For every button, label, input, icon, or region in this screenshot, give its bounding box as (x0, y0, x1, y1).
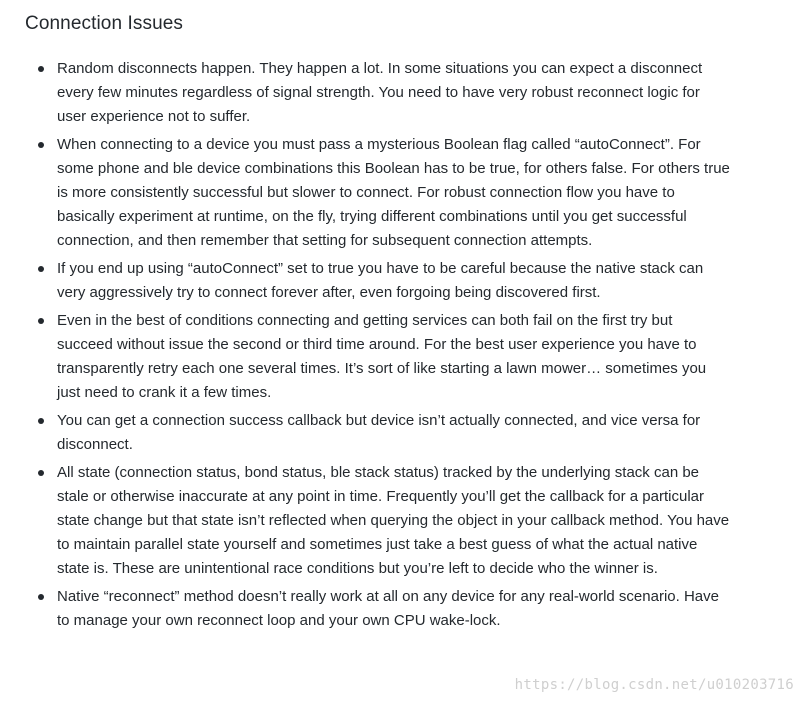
source-watermark: https://blog.csdn.net/u010203716 (514, 677, 794, 693)
list-item-text: Random disconnects happen. They happen a lot. In some situations you can expect a disconnect every few minutes regardless of signal strength. You need to have very robust reconnect logic for user experience not to suffer. (57, 60, 703, 125)
bullet-icon (38, 318, 44, 324)
list-item (25, 409, 730, 457)
list-item-text: You can get a connection success callback but device isn’t actually connected, and vice versa for disconnect. (57, 412, 701, 453)
bullet-icon (38, 470, 44, 476)
bullet-icon (38, 66, 44, 72)
section-heading: Connection Issues (25, 13, 184, 34)
list-item (25, 133, 730, 253)
issue-list (25, 57, 730, 633)
bullet-icon (38, 266, 44, 272)
list-item (25, 585, 730, 633)
bullet-icon (38, 418, 44, 424)
list-item-text: When connecting to a device you must pass a mysterious Boolean flag called “autoConnect”. For some phone and ble device combinations this Boolean has to be true, for others false. For others true is more consistently successful but slower to connect. For robust connection flow you have to basically experiment at runtime, on the fly, trying different combinations until you get successful connection, and then remember that setting for subsequent connection attempts. (57, 136, 730, 249)
list-item (25, 257, 730, 305)
list-item-text: If you end up using “autoConnect” set to true you have to be careful because the native stack can very aggressively try to connect forever after, even forgoing being discovered first. (57, 260, 704, 301)
list-item (25, 461, 730, 581)
list-item-text: All state (connection status, bond status, ble stack status) tracked by the underlying stack can be stale or otherwise inaccurate at any point in time. Frequently you’ll get the callback for a particular state change but that state isn’t reflected when querying the object in your callback method. You have to maintain parallel state yourself and sometimes just take a best guess of what the actual native state is. These are unintentional race conditions but you’re left to decide who the winner is. (57, 464, 730, 577)
list-item (25, 309, 730, 405)
list-item-text: Even in the best of conditions connecting and getting services can both fail on the first try but succeed without issue the second or third time around. For the best user experience you have to transparently retry each one several times. It’s sort of like starting a lawn mower… sometimes you just need to crank it a few times. (57, 312, 707, 401)
article-body (25, 10, 730, 637)
bullet-icon (38, 142, 44, 148)
list-item-text: Native “reconnect” method doesn’t really work at all on any device for any real-world scenario. Have to manage your own reconnect loop and your own CPU wake-lock. (57, 588, 719, 629)
bullet-icon (38, 594, 44, 600)
list-item (25, 57, 730, 129)
